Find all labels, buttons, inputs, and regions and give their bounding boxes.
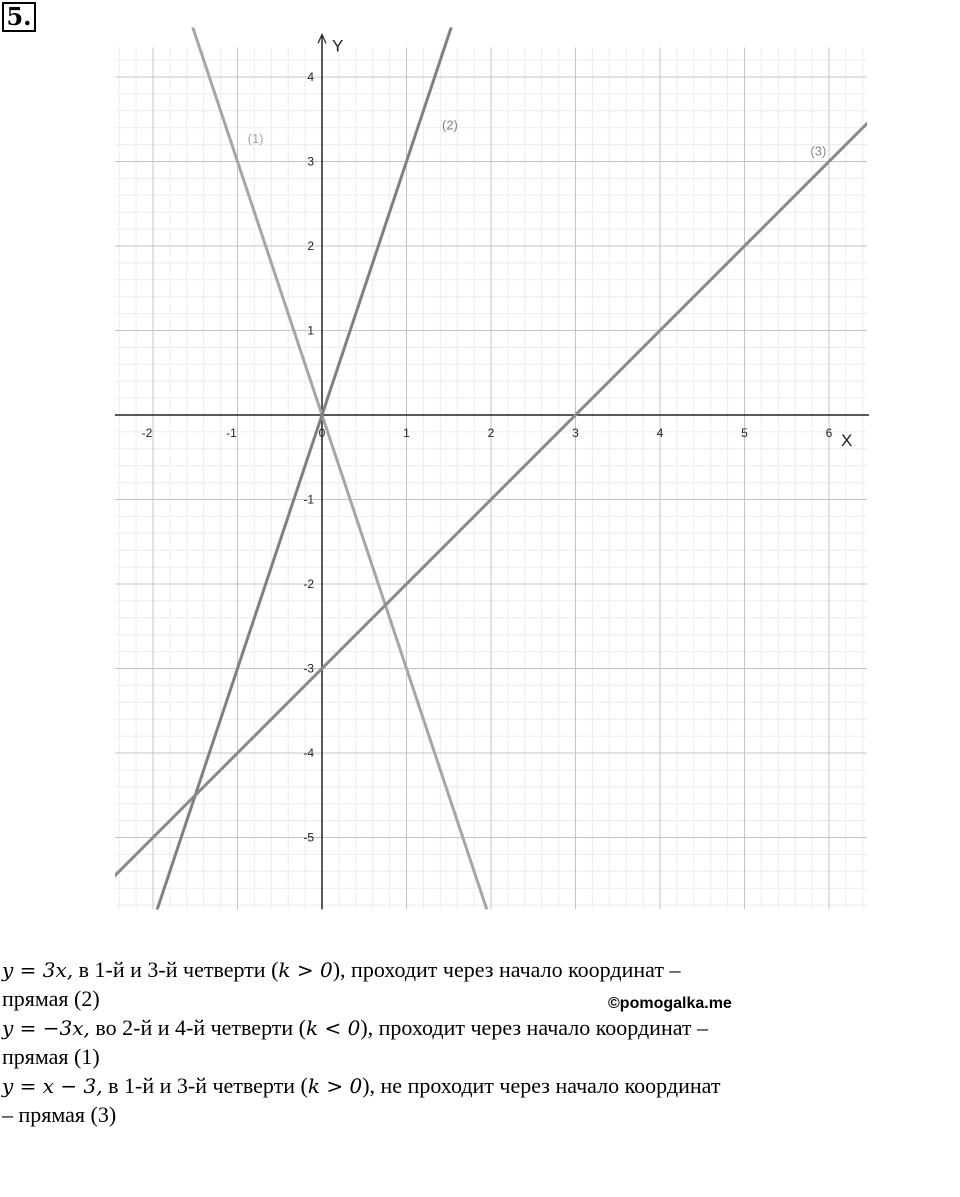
- series-label-2: (2): [441, 117, 458, 133]
- y-tick-label: 1: [307, 323, 314, 338]
- x-axis-label: X: [841, 431, 853, 450]
- x-tick-label: 1: [403, 426, 410, 440]
- text-fragment: ), проходит через начало координат –: [360, 1015, 709, 1040]
- x-tick-label: 0: [318, 426, 326, 440]
- text-fragment: во 2-й и 4-й четверти (: [89, 1015, 306, 1040]
- series-label-3: (3): [810, 143, 827, 159]
- text-fragment: ), проходит через начало координат –: [332, 957, 681, 982]
- tick-labels: [142, 36, 853, 844]
- line-labels: [248, 117, 827, 158]
- x-tick-label: 5: [741, 426, 748, 440]
- x-tick-label: 3: [572, 426, 579, 440]
- y-axis-label: Y: [332, 36, 344, 56]
- equation-y-3x: y = 3x,: [2, 958, 74, 982]
- x-tick-label: 4: [656, 426, 664, 440]
- y-tick-label: -4: [303, 746, 314, 760]
- y-tick-label: -2: [303, 577, 314, 591]
- condition: k > 0: [307, 1074, 363, 1098]
- condition: k < 0: [306, 1016, 361, 1040]
- x-tick-label: 6: [825, 426, 833, 440]
- x-tick-label: -2: [141, 426, 153, 440]
- text-line-4: прямая (1): [2, 1044, 100, 1069]
- equation-y-x-minus-3: y = x − 3,: [2, 1074, 103, 1098]
- text-line-6: – прямая (3): [2, 1102, 117, 1127]
- solution-text: [2, 955, 960, 1129]
- condition: k > 0: [278, 958, 333, 982]
- y-tick-label: 3: [307, 154, 314, 169]
- text-line-5: [2, 1071, 960, 1100]
- text-line-1: [2, 955, 960, 984]
- equation-y-minus-3x: y = −3x,: [2, 1016, 90, 1040]
- y-tick-label: -1: [303, 492, 314, 507]
- text-fragment: ), не проходит через начало координат: [362, 1073, 721, 1098]
- problem-number: 5.: [2, 2, 36, 32]
- y-tick-label: 4: [307, 70, 314, 84]
- text-line-3: [2, 1013, 960, 1042]
- x-tick-label: -1: [226, 426, 237, 440]
- x-tick-label: 2: [487, 426, 495, 440]
- major-grid: [115, 47, 867, 909]
- text-fragment: в 1-й и 3-й четверти (: [102, 1073, 308, 1098]
- y-tick-label: 2: [307, 239, 314, 253]
- y-tick-label: -3: [303, 661, 314, 676]
- watermark: ©pomogalka.me: [608, 995, 732, 1012]
- text-fragment: в 1-й и 3-й четверти (: [73, 957, 279, 982]
- series-label-1: (1): [247, 130, 264, 146]
- text-line-2: прямая (2): [2, 986, 100, 1011]
- axes: [115, 34, 869, 909]
- y-tick-label: -5: [303, 830, 314, 845]
